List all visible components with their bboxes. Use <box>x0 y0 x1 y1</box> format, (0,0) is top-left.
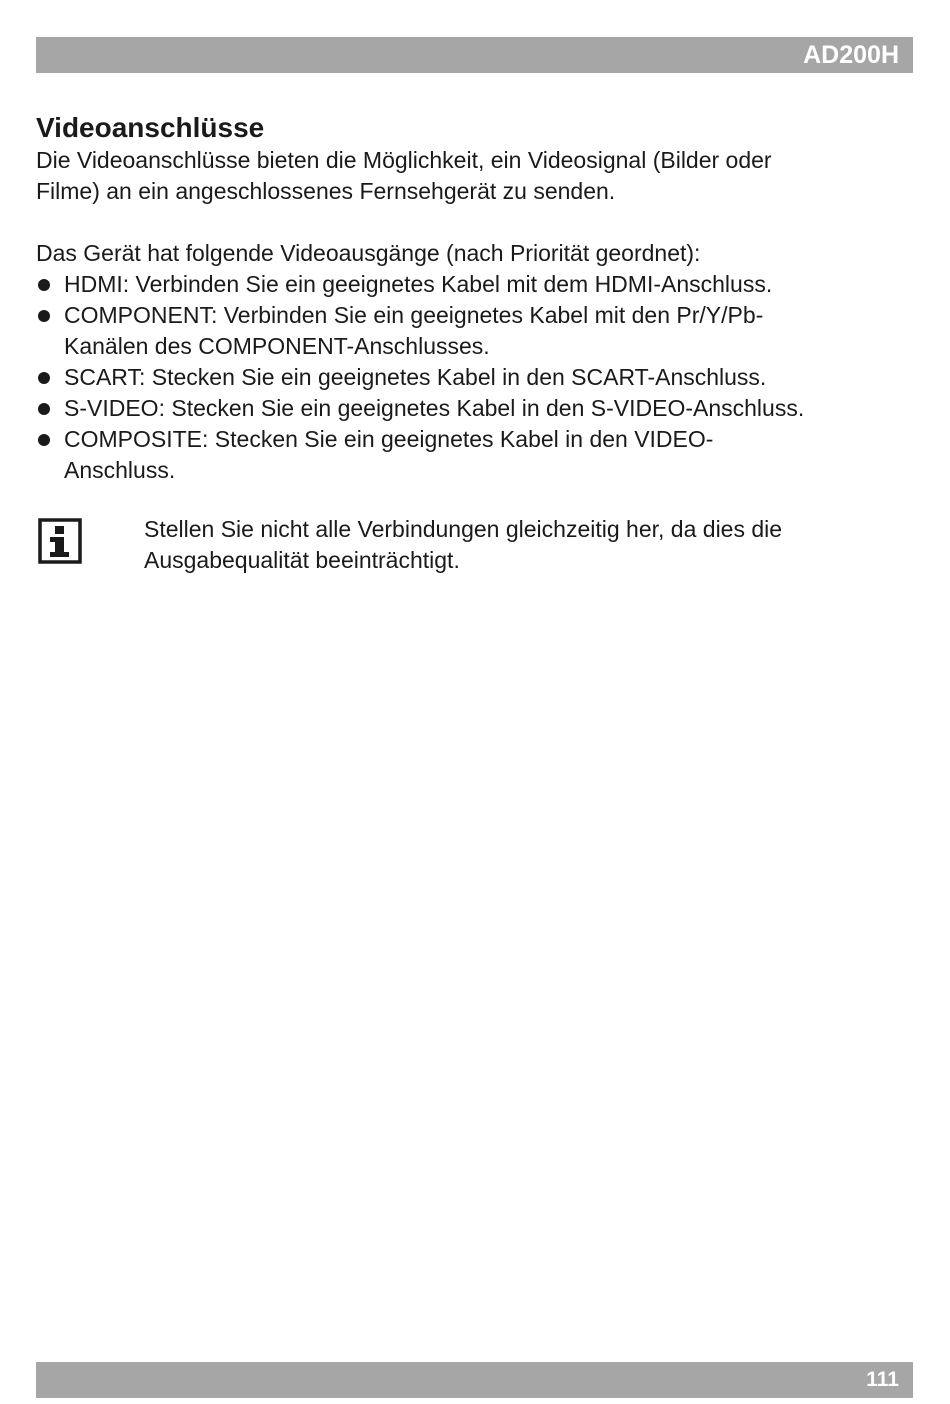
outputs-heading: Das Gerät hat folgende Videoausgänge (nach Priorität geordnet): <box>36 240 701 266</box>
bullet-icon <box>38 434 50 446</box>
info-icon <box>38 518 82 564</box>
bullet-icon <box>38 310 50 322</box>
list-item-text: COMPOSITE: Stecken Sie ein geeignetes Kabel in den VIDEO- <box>64 426 714 452</box>
note-line-2: Ausgabequalität beeinträchtigt. <box>144 547 460 573</box>
header-bar <box>36 37 913 73</box>
list-item-text: COMPONENT: Verbinden Sie ein geeignetes Kabel mit den Pr/Y/Pb- <box>64 302 764 328</box>
list-item-text-cont: Anschluss. <box>64 457 176 483</box>
list-item-text-cont: Kanälen des COMPONENT-Anschlusses. <box>64 333 490 359</box>
list-item-text: SCART: Stecken Sie ein geeignetes Kabel in den SCART-Anschluss. <box>64 364 767 390</box>
note-text <box>144 514 904 576</box>
intro-line-1: Die Videoanschlüsse bieten die Möglichkeit, ein Videosignal (Bilder oder <box>36 147 772 173</box>
page-number: 111 <box>866 1368 899 1391</box>
note-line-1: Stellen Sie nicht alle Verbindungen gleichzeitig her, da dies die <box>144 516 783 542</box>
model-name: AD200H <box>803 41 899 69</box>
bullet-icon <box>38 279 50 291</box>
list-item-svideo <box>36 393 916 424</box>
main-content <box>36 111 916 486</box>
bullet-icon <box>38 372 50 384</box>
list-item-hdmi <box>36 269 916 300</box>
list-item-scart <box>36 362 916 393</box>
video-outputs-list <box>36 269 916 486</box>
section-title: Videoanschlüsse <box>36 112 265 143</box>
intro-paragraph <box>36 145 916 207</box>
list-item-composite <box>36 424 916 486</box>
list-item-component <box>36 300 916 362</box>
list-item-text: S-VIDEO: Stecken Sie ein geeignetes Kabel in den S-VIDEO-Anschluss. <box>64 395 805 421</box>
list-item-text: HDMI: Verbinden Sie ein geeignetes Kabel mit dem HDMI-Anschluss. <box>64 271 773 297</box>
intro-line-2: Filme) an ein angeschlossenes Fernsehgerät zu senden. <box>36 178 616 204</box>
bullet-icon <box>38 403 50 415</box>
footer-bar <box>36 1362 913 1398</box>
